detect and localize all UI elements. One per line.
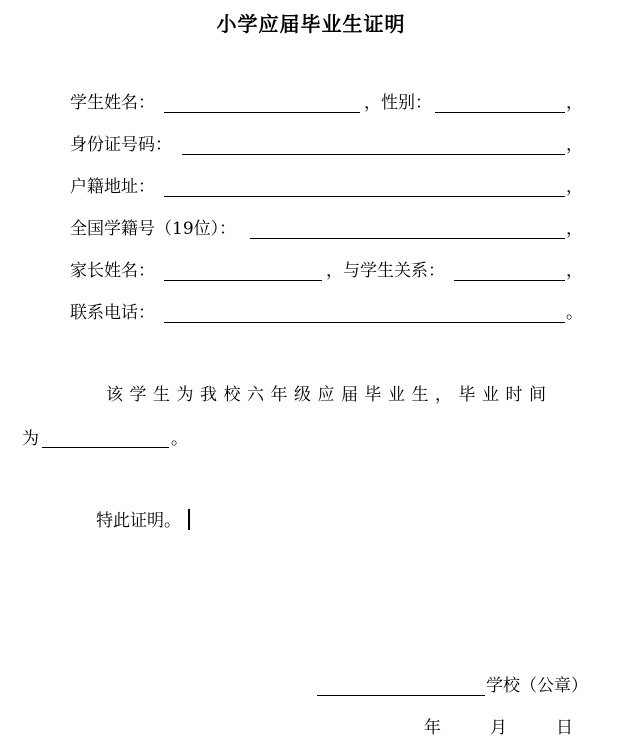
hereby-certify: 特此证明。 (96, 511, 181, 531)
id-number-label: 身份证号码： (70, 135, 172, 155)
row6-period: 。 (566, 303, 583, 323)
student-name-label: 学生姓名： (70, 93, 155, 113)
date-year: 年 (424, 718, 441, 738)
parent-name-label: 家长姓名： (70, 261, 155, 281)
row5-comma: ， (566, 261, 583, 281)
gender-blank[interactable] (435, 112, 565, 113)
household-address-label: 户籍地址： (70, 177, 155, 197)
date-month: 月 (490, 718, 507, 738)
row2-comma: ， (566, 135, 583, 155)
row1-comma: ， (566, 93, 583, 113)
relation-blank[interactable] (454, 280, 565, 281)
id-number-blank[interactable] (182, 154, 565, 155)
gender-label: ，性别： (364, 93, 432, 113)
parent-name-blank[interactable] (164, 280, 322, 281)
date-day: 日 (556, 718, 573, 738)
graduation-time-blank[interactable] (42, 447, 169, 448)
relation-label: ，与学生关系： (326, 261, 445, 281)
school-name-blank[interactable] (317, 695, 485, 696)
text-cursor (188, 509, 190, 530)
student-name-blank[interactable] (164, 112, 360, 113)
row3-comma: ， (566, 177, 583, 197)
household-address-blank[interactable] (164, 196, 565, 197)
national-student-id-blank[interactable] (250, 238, 565, 239)
school-seal-label: 学校（公章） (486, 676, 588, 696)
national-student-id-label: 全国学籍号（19位）： (70, 219, 237, 239)
phone-label: 联系电话： (70, 303, 155, 323)
body-line-2-suffix: 。 (171, 429, 188, 449)
body-line-2-prefix: 为 (22, 429, 39, 449)
body-line-1: 该学生为我校六年级应届毕业生，毕业时间 (106, 385, 553, 405)
phone-blank[interactable] (164, 322, 565, 323)
document-title: 小学应届毕业生证明 (216, 12, 406, 36)
row4-comma: ， (566, 219, 583, 239)
